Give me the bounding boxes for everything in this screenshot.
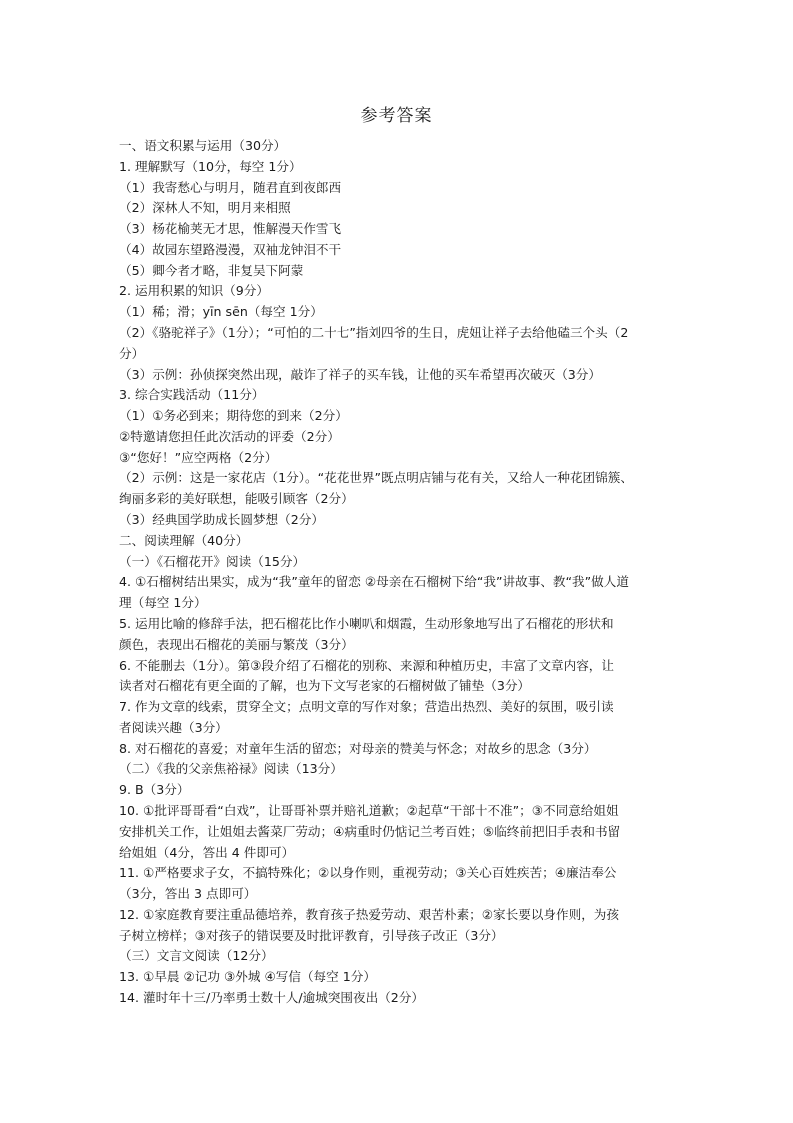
- answer-line: 8. 对石榴花的喜爱；对童年生活的留恋；对母亲的赞美与怀念；对故乡的思念（3分）: [119, 740, 597, 756]
- answer-line: （2）《骆驼祥子》（1分）；“可怕的二十七”指刘四爷的生日，虎妞让祥子去给他磕三个头（2: [119, 325, 629, 341]
- answer-line: 1. 理解默写（10分，每空 1分）: [119, 158, 302, 174]
- answer-line: 3. 综合实践活动（11分）: [119, 387, 265, 403]
- answer-line: ②特邀请您担任此次活动的评委（2分）: [119, 428, 340, 444]
- answer-line: （三）文言文阅读（12分）: [119, 948, 274, 964]
- answer-line: 者阅读兴趣（3分）: [119, 719, 228, 735]
- answer-line: （1）我寄愁心与明月，随君直到夜郎西: [119, 179, 342, 195]
- answer-line: （2）示例：这是一家花店（1分）。“花花世界”既点明店铺与花有关，又给人一种花团锦簇、: [119, 470, 633, 486]
- answer-line: 分）: [119, 345, 145, 361]
- answer-line: 安排机关工作，让姐姐去酱菜厂劳动；④病重时仍惦记兰考百姓；⑤临终前把旧手表和书留: [119, 823, 621, 839]
- answer-line: 读者对石榴花有更全面的了解，也为下文写老家的石榴树做了铺垫（3分）: [119, 678, 531, 694]
- answer-line: 11. ①严格要求子女，不搞特殊化；②以身作则，重视劳动；③关心百姓疾苦；④廉洁奉公: [119, 865, 617, 881]
- answer-line: 颜色，表现出石榴花的美丽与繁茂（3分）: [119, 636, 354, 652]
- answer-line: 一、语文积累与运用（30分）: [119, 138, 287, 153]
- answer-line: 14. 灌时年十三/乃率勇士数十人/逾城突围夜出（2分）: [119, 989, 424, 1005]
- answer-line: （5）卿今者才略，非复吴下阿蒙: [119, 262, 304, 278]
- answer-line: 5. 运用比喻的修辞手法，把石榴花比作小喇叭和烟霞，生动形象地写出了石榴花的形状和: [119, 615, 614, 631]
- answer-line: （3）杨花榆荚无才思，惟解漫天作雪飞: [119, 221, 342, 237]
- answer-line: 子树立榜样；③对孩子的错误要及时批评教育，引导孩子改正（3分）: [119, 927, 504, 943]
- answer-line: （二）《我的父亲焦裕禄》阅读（13分）: [119, 761, 343, 777]
- answer-line: 理（每空 1分）: [119, 595, 207, 611]
- answer-line: （1）稀；滑；yīn sēn（每空 1分）: [119, 304, 323, 320]
- answer-line: 6. 不能删去（1分）。第③段介绍了石榴花的别称、来源和种植历史，丰富了文章内容，让: [119, 657, 614, 673]
- answer-line: （3）示例：孙侦探突然出现，敲诈了祥子的买车钱，让他的买车希望再次破灭（3分）: [119, 366, 601, 382]
- answer-line: 给姐姐（4分，答出 4 件即可）: [119, 844, 295, 860]
- answer-line: 10. ①批评哥哥看“白戏”，让哥哥补票并赔礼道歉；②起草“干部十不准”；③不同意给姐姐: [119, 802, 619, 818]
- answer-line: （4）故园东望路漫漫，双袖龙钟泪不干: [119, 241, 342, 257]
- answer-line: 2. 运用积累的知识（9分）: [119, 283, 269, 299]
- answer-line: 二、阅读理解（40分）: [119, 532, 249, 548]
- answer-line: 9. B（3分）: [119, 782, 190, 798]
- answer-line: 7. 作为文章的线索，贯穿全文；点明文章的写作对象；营造出热烈、美好的氛围，吸引读: [119, 699, 614, 715]
- answer-line: （2）深林人不知，明月来相照: [119, 200, 291, 216]
- answer-line: ③“您好！”应空两格（2分）: [119, 449, 278, 465]
- answer-line: 4. ①石榴树结出果实，成为“我”童年的留恋 ②母亲在石榴树下给“我”讲故事、教“我”做人道: [119, 574, 629, 590]
- answer-line: 13. ①早晨 ②记功 ③外城 ④写信（每空 1分）: [119, 969, 376, 985]
- answer-line: （一）《石榴花开》阅读（15分）: [119, 553, 306, 569]
- answer-line: （3）经典国学助成长圆梦想（2分）: [119, 512, 324, 528]
- answer-line: （3分，答出 3 点即可）: [119, 886, 257, 902]
- answer-line: 12. ①家庭教育要注重品德培养，教育孩子热爱劳动、艰苦朴素；②家长要以身作则，为孩: [119, 906, 619, 922]
- answer-line: （1）①务必到来；期待您的到来（2分）: [119, 408, 348, 424]
- answer-line: 绚丽多彩的美好联想，能吸引顾客（2分）: [119, 491, 354, 507]
- page-title: 参考答案: [360, 106, 433, 126]
